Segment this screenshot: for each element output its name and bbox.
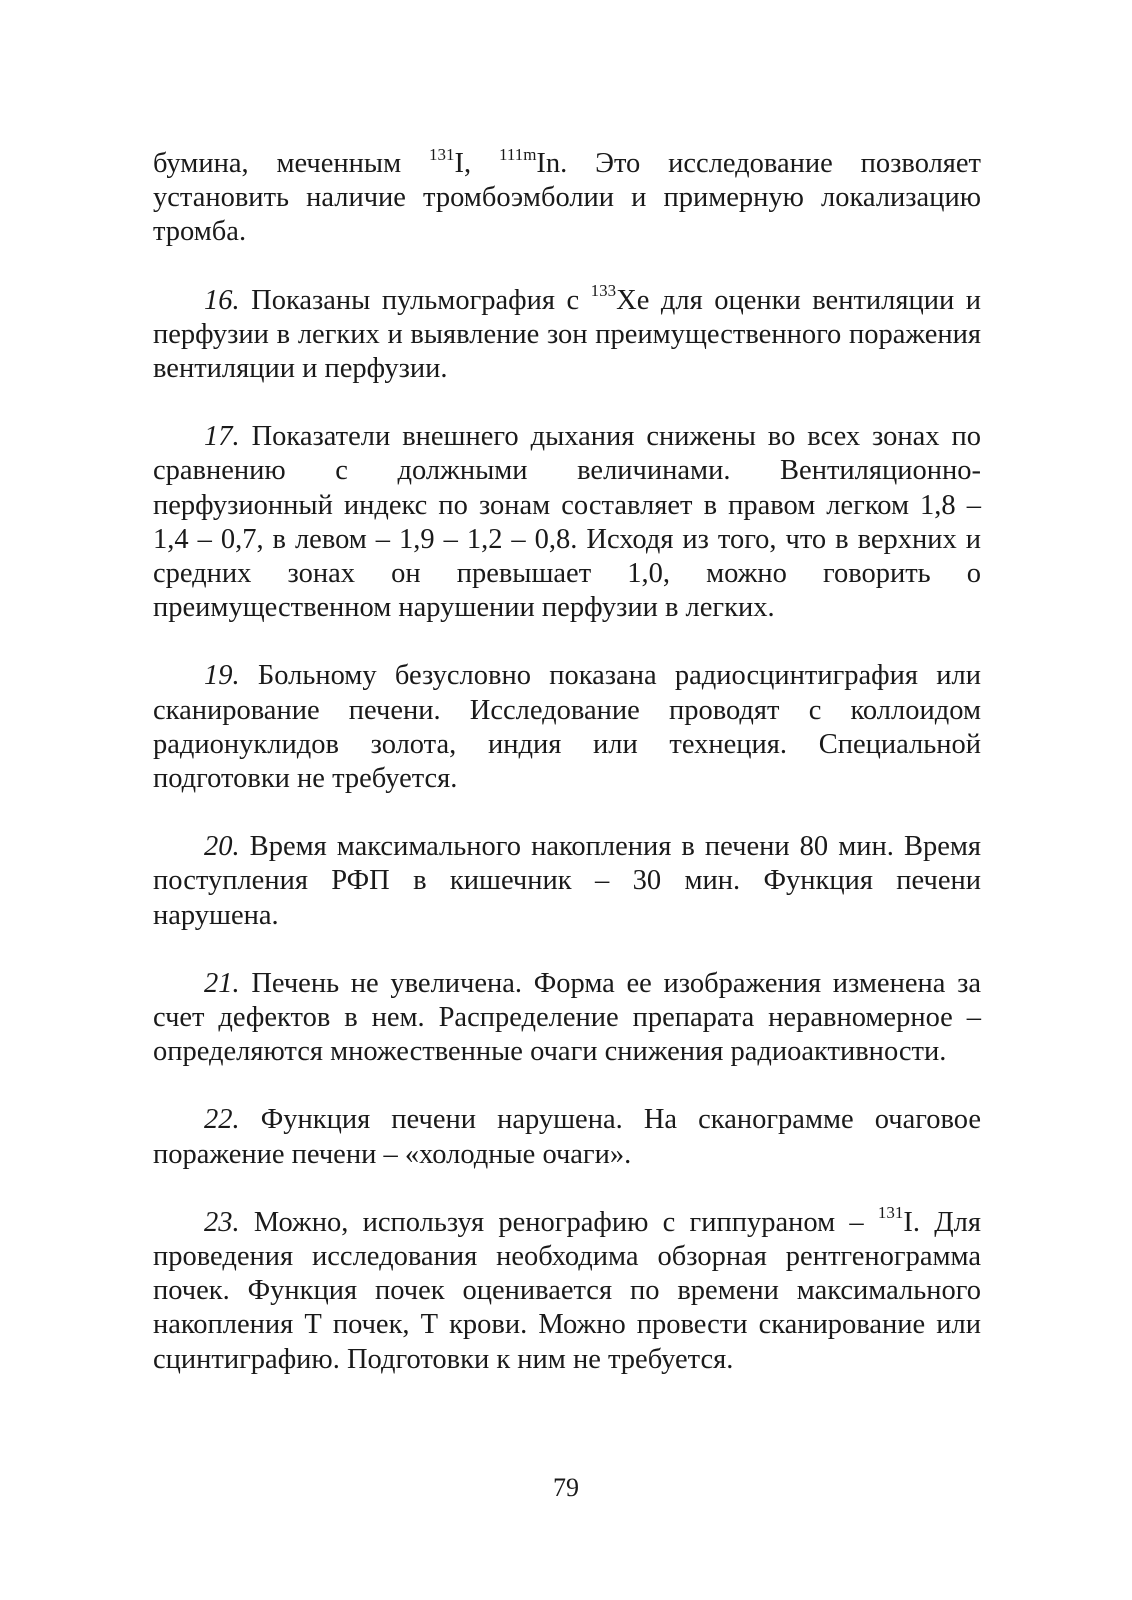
- paragraph-22: [153, 1103, 981, 1171]
- answer-text-1: Можно, используя ренографию с гиппураном –: [239, 1206, 878, 1238]
- answer-text: Функция печени нарушена. На сканограмме очаговое поражение печени – «холодные очаги».: [153, 1104, 981, 1170]
- paragraph-19: [153, 659, 981, 796]
- answer-text-2: I. Для проведения исследования необходима обзорная рентгенограмма почек. Функция почек оценивается по времени максимального накопления Т почек, Т крови. Можно провести сканирование или сцинтиграфию. Подготовки к ним не требуется.: [153, 1206, 981, 1375]
- isotope-mass-131: 131: [428, 144, 455, 164]
- answer-number: 19.: [204, 660, 240, 692]
- intro-text-3: In. Это исследование позволяет установить наличие тромбоэмболии и примерную локализацию тромба.: [153, 148, 982, 248]
- paragraph-21: [153, 967, 981, 1070]
- page-number: 79: [553, 1473, 579, 1502]
- isotope-mass-111m: 111m: [498, 144, 537, 164]
- isotope-mass-133: 133: [590, 281, 617, 301]
- intro-text-1: бумина, меченным: [153, 148, 429, 179]
- paragraph-20: [153, 830, 981, 933]
- answer-text-1: Показаны пульмография с: [239, 284, 591, 316]
- intro-text-2: I,: [454, 148, 499, 179]
- answer-number: 16.: [204, 284, 240, 316]
- answer-number: 21.: [204, 967, 240, 999]
- answer-number: 20.: [204, 831, 240, 863]
- answer-number: 17.: [204, 421, 240, 453]
- isotope-mass-131: 131: [877, 1203, 904, 1223]
- paragraph-intro: [153, 144, 982, 250]
- answer-text: Время максимального накопления в печени 80 мин. Время поступления РФП в кишечник – 30 мин. Функция печени нарушена.: [153, 831, 981, 931]
- answer-text: Больному безусловно показана радиосцинтиграфия или сканирование печени. Исследование проводят с коллоидом радионуклидов золота, индия или технеция. Специальной подготовки не требуется.: [153, 660, 981, 795]
- paragraph-16: [153, 281, 981, 387]
- answer-number: 23.: [204, 1206, 240, 1238]
- answer-text: Показатели внешнего дыхания снижены во всех зонах по сравнению с должными величинами. Вентиляционно-перфузионный индекс по зонам составляет в правом легком 1,8 – 1,4 – 0,7, в левом – 1,9 – 1,2 – 0,8. Исходя из того, что в верхних и средних зонах он превышает 1,0, можно говорить о преимущественном нарушении перфузии в легких.: [153, 421, 981, 624]
- paragraph-23: [153, 1203, 981, 1377]
- answer-text-2: Хе для оценки вентиляции и перфузии в легких и выявление зон преимущественного поражения вентиляции и перфузии.: [153, 284, 981, 385]
- page-body: [153, 144, 982, 1377]
- answer-number: 22.: [204, 1104, 240, 1136]
- paragraph-17: [153, 420, 981, 625]
- answer-text: Печень не увеличена. Форма ее изображения изменена за счет дефектов в нем. Распределение препарата неравномерное – определяются множественные очаги снижения радиоактивности.: [153, 967, 981, 1068]
